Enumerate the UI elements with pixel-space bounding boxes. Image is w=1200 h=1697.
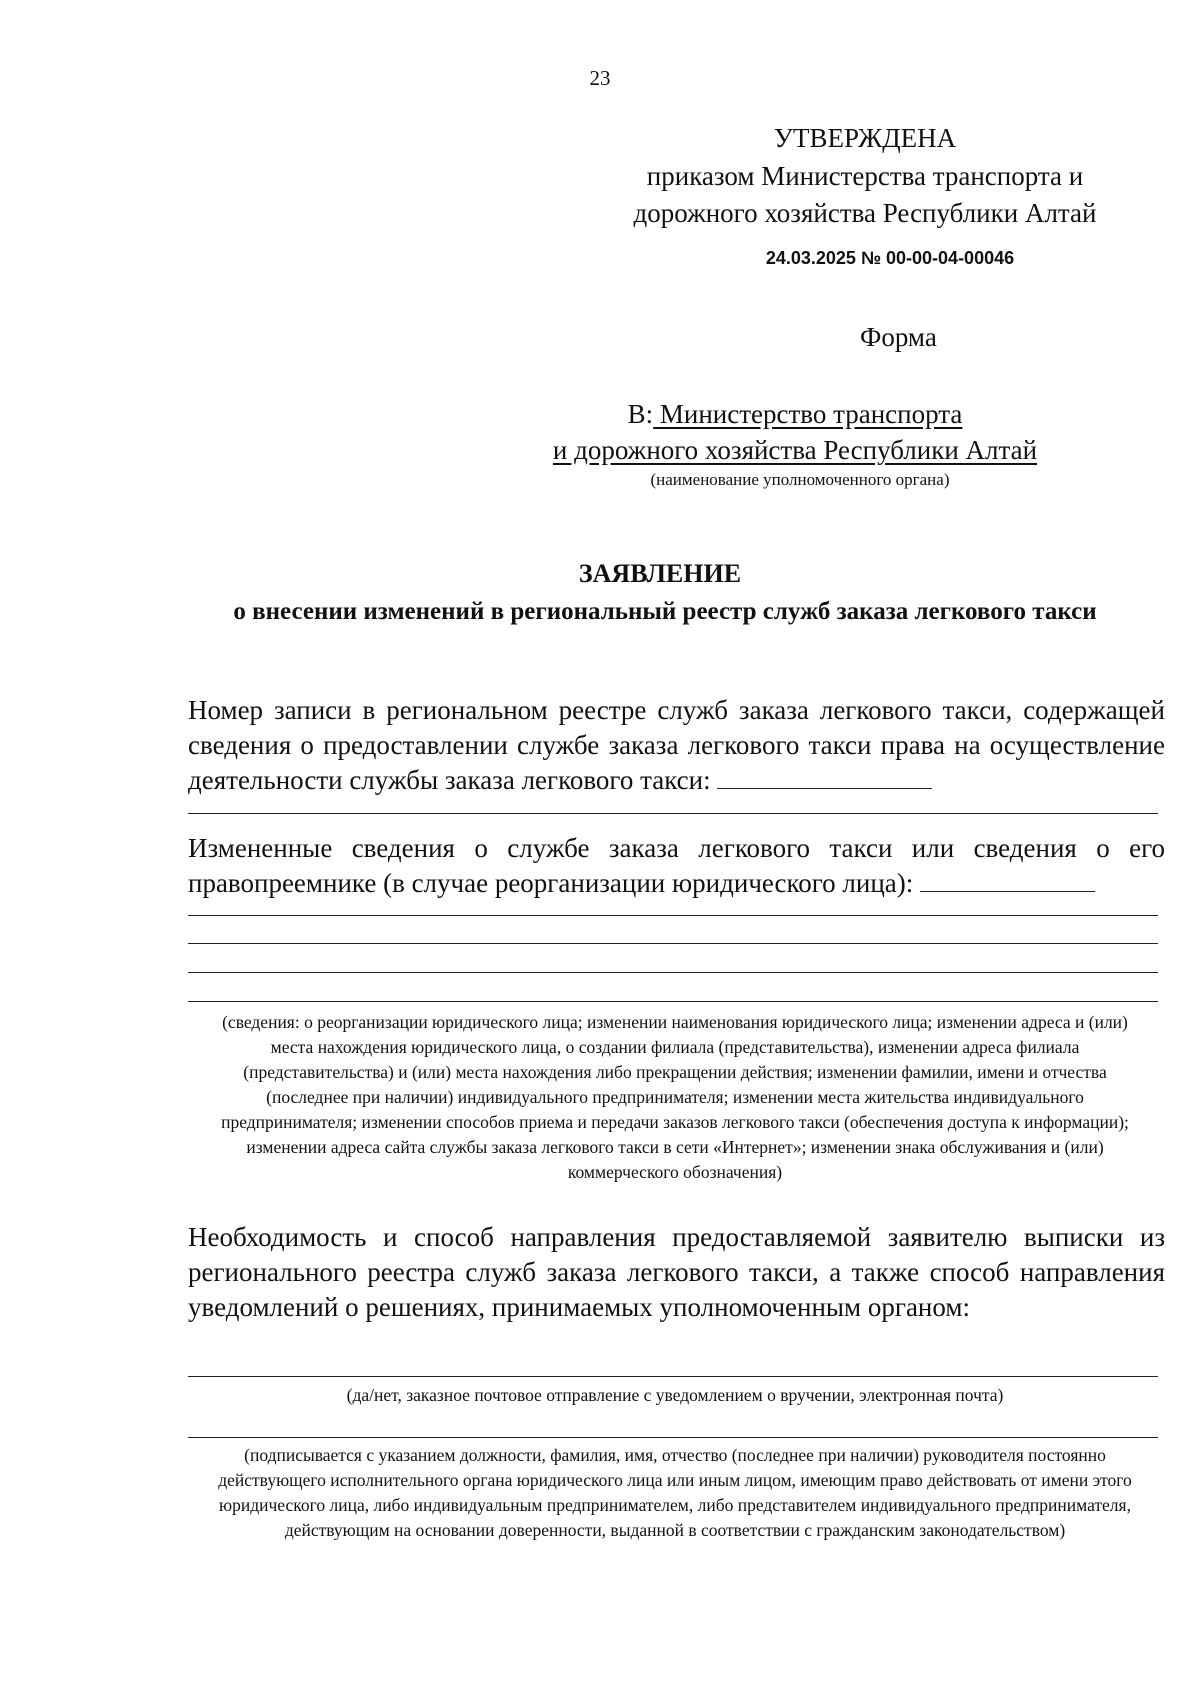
registry-number-text: Номер записи в региональном реестре служб заказа легкового такси, содержащей сведения о предоставлении службе заказа легкового такси права на осуществление деятельности службы заказа легкового такси:: [188, 695, 1165, 795]
approval-line-2: дорожного хозяйства Республики Алтай: [633, 198, 1097, 228]
changed-info-line-2[interactable]: [188, 943, 1158, 944]
addressee-name-part-2: и дорожного хозяйства Республики Алтай: [552, 435, 1038, 465]
delivery-method-hint: (да/нет, заказное почтовое отправление с уведомлением о вручении, электронная почта): [346, 1385, 1004, 1405]
addressee-hint: (наименование уполномоченного органа): [650, 470, 950, 489]
approval-line-1: приказом Министерства транспорта и: [646, 161, 1084, 191]
registry-number-line[interactable]: [188, 813, 1158, 814]
changes-hint: (сведения: о реорганизации юридического лица; изменении наименования юридического лица; изменении адреса и (или) места нахождения юридического лица, о создании филиала (представительства), изменении адреса филиала (представительства) и (или) места нахождения либо прекращении действия; изменении фамилии, имени и отчества (последнее при наличии) индивидуального предпринимателя; изменении места жительства индивидуального предпринимателя; изменении способов приема и передачи заказов легкового такси (обеспечения доступа к информации); изменении адреса сайта службы заказа легкового такси в сети «Интернет»; изменении знака обслуживания и (или) коммерческого обозначения): [221, 1012, 1129, 1182]
document-title: ЗАЯВЛЕНИЕ: [578, 559, 742, 588]
addressee-name-part-1: Министерство транспорта: [653, 399, 963, 429]
page-number: 23: [589, 66, 611, 90]
addressee-line-1: [520, 396, 1070, 433]
addressee-prefix: В:: [627, 399, 654, 429]
registry-number-paragraph: [188, 693, 1165, 798]
form-label: Форма: [860, 322, 937, 352]
delivery-method-paragraph: Необходимость и способ направления предоставляемой заявителю выписки из регионального реестра служб заказа легкового такси, а также способ направления уведомлений о решениях, принимаемых уполномоченным органом:: [188, 1222, 1165, 1322]
changed-info-paragraph: [188, 831, 1165, 901]
delivery-method-line[interactable]: [188, 1376, 1158, 1377]
approval-date-number: 24.03.2025 № 00-00-04-00046: [765, 248, 1015, 268]
signature-hint: (подписывается с указанием должности, фамилия, имя, отчество (последнее при наличии) руководителя постоянно действующего исполнительного органа юридического лица или иным лицом, имеющим право действовать от имени этого юридического лица, либо индивидуальным предпринимателем, либо представителем индивидуального предпринимателя, действующим на основании доверенности, выданной в соответствии с гражданским законодательством): [218, 1445, 1132, 1540]
changed-info-line-1[interactable]: [188, 915, 1158, 916]
signature-line[interactable]: [188, 1437, 1158, 1438]
changed-info-line-4[interactable]: [188, 1001, 1158, 1002]
addressee-line-2: [520, 432, 1070, 469]
registry-number-blank[interactable]: [717, 766, 932, 789]
approval-order-text: [600, 158, 1130, 232]
changed-info-text: Измененные сведения о службе заказа легкового такси или сведения о его правопреемнике (в случае реорганизации юридического лица):: [188, 833, 1165, 898]
changed-info-blank[interactable]: [920, 869, 1095, 892]
changed-info-line-3[interactable]: [188, 972, 1158, 973]
document-subtitle: о внесении изменений в региональный реестр служб заказа легкового такси: [233, 598, 1097, 625]
approval-heading: УТВЕРЖДЕНА: [773, 123, 957, 153]
